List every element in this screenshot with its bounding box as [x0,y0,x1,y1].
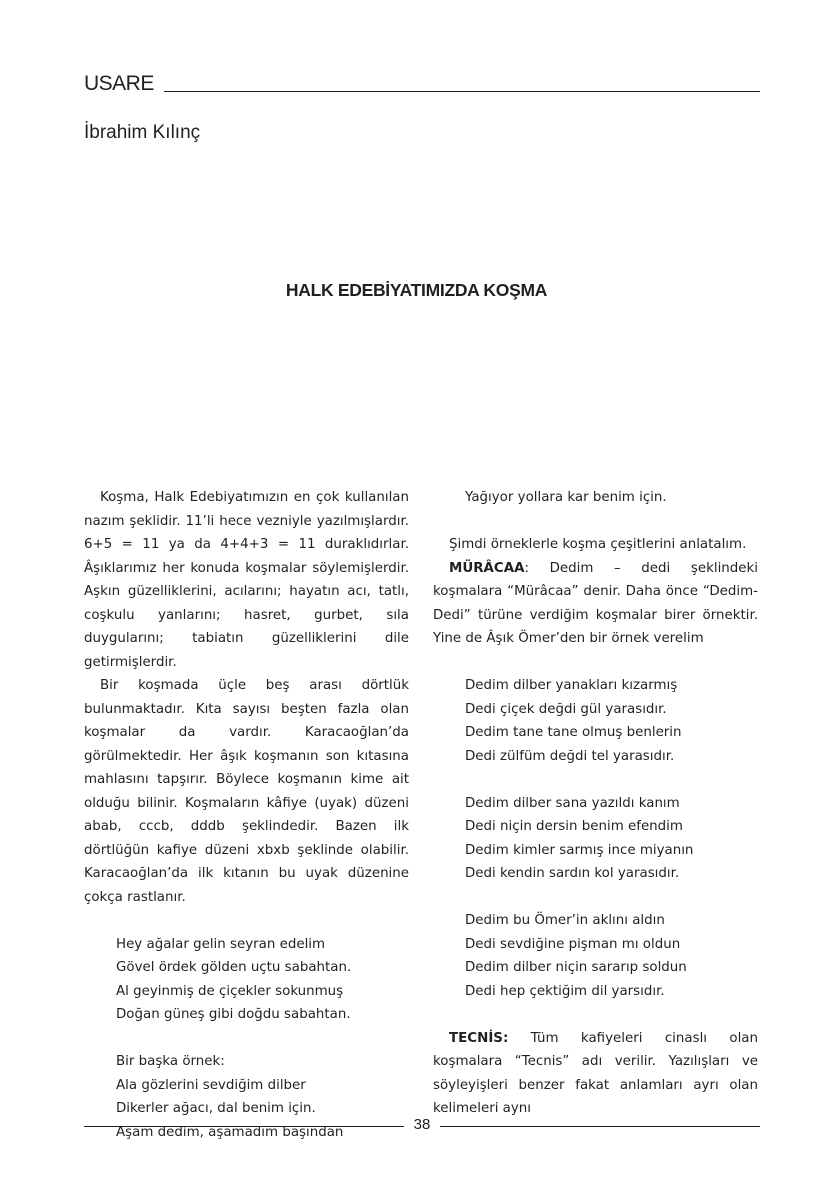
structure-paragraph: Bir koşmada üçle beş arası dörtlük bulunmaktadır. Kıta sayısı beşten fazla olan koşmalar da vardır. Karacaoğlan’da görülmektedir. Her âşık koşmanın son kıtasına mahlasını tapşırır. Böylece koşmanın kime ait olduğu bilinir. Koşmaların kâfiye (uyak) düzeni abab, cccb, dddb şeklindedir. Bazen ilk dörtlüğün kafiye düzeni xbxb şeklinde olabilir. Karacaoğlan’da ilk kıtanın bu uyak düzenine çokça rastlanır. [84,678,409,905]
muracaa-text: : Dedim – dedi şeklindeki koşmalara “Mürâcaa” denir. Daha önce “Dedim-Dedi” türüne verdiğim koşmalar birer örnektir. Yine de Âşık Ömer’den bir örnek verelim [433,560,758,646]
stanza-1 [433,674,758,768]
transition-paragraph: Şimdi örneklerle koşma çeşitlerini anlatalım. [449,537,747,552]
verse-line: Bir başka örnek: [116,1054,225,1069]
author-name: İbrahim Kılınç [84,122,201,143]
verse-line: Yağıyor yollara kar benim için. [465,490,667,505]
tecnis-paragraph [433,1027,758,1121]
spacer [433,510,758,534]
article-title: HALK EDEBİYATIMIZDA KOŞMA [285,280,548,300]
running-header [84,72,760,96]
stanza-2 [433,792,758,886]
left-column [84,486,409,1144]
spacer [433,768,758,792]
page-number: 38 [413,1116,431,1133]
verse-line: Hey ağalar gelin seyran edelim [116,936,326,952]
muracaa-paragraph [433,557,758,651]
verse-karacaoglan [84,933,409,1027]
intro-paragraph: Koşma, Halk Edebiyatımızın en çok kullanılan nazım şeklidir. 11’li hece vezniyle yazılmışlardır. 6+5 = 11 ya da 4+4+3 = 11 duraklıdırlar. Âşıklarımız her konuda koşmalar söylemişlerdir. Aşkın güzelliklerini, acılarını; hayatın acı, tatlı, coşkulu yanlarını; hasret, gurbet, sıla duygularını; tabiatın güzelliklerini dile getirmişlerdir. [84,490,409,670]
verse-line: Doğan güneş gibi doğdu sabahtan. [116,1007,351,1022]
verse-line: Dedim dilber yanakları kızarmış [465,678,678,693]
verse-line: Ala gözlerini sevdiğim dilber [116,1077,306,1093]
tecnis-text: Tüm kafiyeleri cinaslı olan koşmalara “Tecnis” adı verilir. Yazılışları ve söyleyişleri benzer fakat anlamları ayrı olan kelimeleri aynı [433,1030,758,1116]
header-rule [164,91,760,92]
verse-line: Dedim dilber sana yazıldı kanım [465,795,680,811]
verse-continuation [433,486,758,510]
spacer [433,1003,758,1027]
stanza-3 [433,909,758,1003]
verse-line: Dedi niçin dersin benim efendim [465,819,683,834]
spacer [433,651,758,675]
page-footer [84,1114,760,1138]
verse-line: Dedi çiçek değdi gül yarasıdır. [465,701,667,717]
verse-line: Dedi zülfüm değdi tel yarasıdır. [465,748,675,764]
verse-line: Dedi hep çektiğim dil yarsıdır. [465,983,665,999]
right-column [433,486,758,1121]
tecnis-term: TECNİS: [449,1030,509,1046]
verse-line: Gövel ördek gölden uçtu sabahtan. [116,960,352,975]
verse-line: Dikerler ağacı, dal benim için. [116,1101,316,1116]
muracaa-term: MÜRÂCAA [449,560,525,576]
verse-line: Aşam dedim, aşamadım başından [116,1124,344,1140]
spacer [84,909,409,933]
verse-line: Dedim tane tane olmuş benlerin [465,725,682,740]
spacer [84,1027,409,1051]
verse-line: Dedi sevdiğine pişman mı oldun [465,936,681,952]
spacer [433,886,758,910]
verse-line: Dedim dilber niçin sararıp soldun [465,960,687,975]
verse-line: Al geyinmiş de çiçekler sokunmuş [116,983,344,999]
journal-name: USARE [84,72,154,95]
verse-line: Dedim kimler sarmış ince miyanın [465,842,694,858]
footer-rule-right [440,1126,760,1127]
verse-line: Dedim bu Ömer’in aklını aldın [465,913,665,928]
verse-line: Dedi kendin sardın kol yarasıdır. [465,866,680,881]
